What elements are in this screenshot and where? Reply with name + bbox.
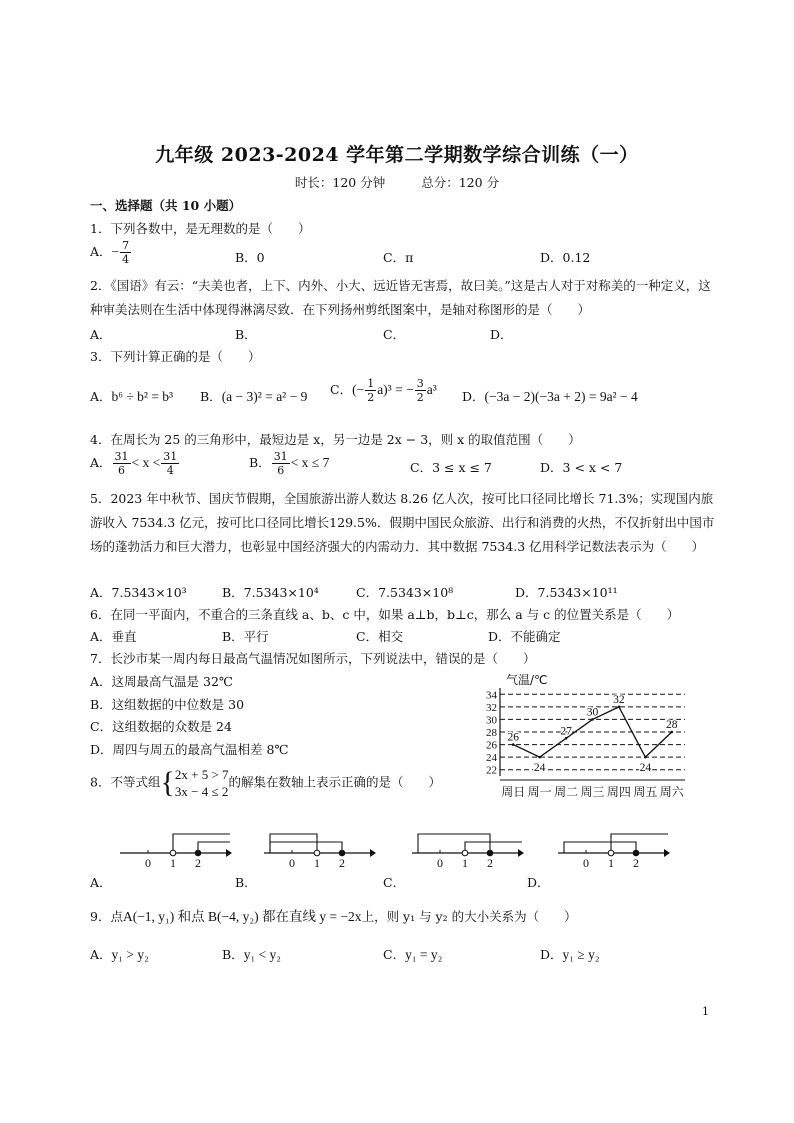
- numberline-arrow: [664, 849, 670, 857]
- numberline-range: [611, 834, 668, 853]
- temperature-chart: [470, 668, 700, 803]
- chart-xtick-label: 周一: [527, 785, 552, 799]
- q7-option-d: D．周四与周五的最高气温相差 8℃: [90, 742, 289, 757]
- q9-option-a: A．y₁ > y₂: [90, 947, 149, 962]
- q8-option-b: B．: [235, 875, 257, 890]
- chart-point: [512, 743, 515, 746]
- q2-option-b: B．: [235, 327, 257, 342]
- q1-option-b: B．0: [235, 250, 265, 265]
- numberline-tick-label: 2: [487, 856, 493, 870]
- numberline-range: [465, 842, 522, 853]
- chart-data-label: 27: [560, 725, 572, 738]
- q6-option-a: A．垂直: [90, 629, 137, 644]
- q4-option-a: A． $\frac{31}{6}$ < x < $\frac{31}{4}$: [90, 450, 178, 477]
- q3-option-b: B．(a − 3)² = a² − 9: [200, 389, 308, 404]
- q5-option-d: D．7.5343×10¹¹: [515, 585, 618, 600]
- q1-option-a: A．− $\frac{7}{4}$: [90, 239, 130, 266]
- closed-dot: [195, 850, 201, 856]
- q8-option-c: C．: [383, 875, 406, 890]
- numberline-tick-label: 1: [314, 856, 320, 870]
- numberline-tick-label: 0: [145, 856, 151, 870]
- numberline-a: [118, 826, 233, 870]
- q8-ineq-1: 2x + 5 > 7: [174, 767, 229, 782]
- q5-stem: 5．2023 年中秋节、国庆节假期，全国旅游出游人数达 8.26 亿人次，按可比口径同比增长 71.3%；实现国内旅游收入 7534.3 亿元，按可比口径同比增长129.5%．假期中国民众旅游、出行和消费的火热，不仅折射出中国市场的蓬勃活力和巨大潜力，也彰显中国经济强大的内需动力．其中数据 7534.3 亿用科学记数法表示为（ ）: [90, 491, 715, 554]
- numberline-b: [262, 826, 377, 870]
- q8-ineq-2: 3x − 4 ≤ 2: [174, 784, 229, 799]
- closed-dot: [633, 850, 639, 856]
- numberline-tick-label: 1: [170, 856, 176, 870]
- q8-stem: 8．不等式组{2x + 5 > 7 3x − 4 ≤ 2的解集在数轴上表示正确的是（ ）: [90, 766, 442, 799]
- numberline-range: [564, 842, 636, 853]
- chart-data-label: 24: [639, 762, 652, 775]
- chart-ytick-label: 30: [486, 714, 497, 727]
- numberline-tick-label: 0: [583, 856, 589, 870]
- numberline-range: [173, 834, 230, 853]
- chart-data-label: 30: [586, 706, 599, 719]
- chart-xtick-label: 周日: [501, 785, 526, 799]
- chart-point: [644, 756, 647, 759]
- q5-option-c: C．7.5343×10⁸: [356, 585, 454, 600]
- chart-point: [565, 737, 568, 740]
- q6-option-c: C．相交: [356, 629, 404, 644]
- q3-option-d: D．(−3a − 2)(−3a + 2) = 9a² − 4: [462, 389, 638, 404]
- numberline-tick-label: 2: [633, 856, 639, 870]
- q3-option-a: A．b⁶ ÷ b² = b³: [90, 389, 174, 404]
- q9-option-b: B．y₁ < y₂: [222, 947, 281, 962]
- numberline-arrow: [226, 849, 232, 857]
- q7-stem: 7．长沙市某一周内每日最高气温情况如图所示，下列说法中，错误的是（ ）: [90, 651, 536, 666]
- exam-total: 总分：120 分: [421, 175, 500, 190]
- section-heading: 一、选择题（共 10 小题）: [90, 198, 242, 213]
- chart-data-label: 32: [613, 693, 625, 706]
- chart-ytick-label: 22: [486, 764, 497, 777]
- chart-point: [591, 718, 594, 721]
- exam-duration: 时长：120 分钟: [294, 175, 386, 190]
- q5-option-a: A．7.5343×10³: [90, 585, 187, 600]
- q8-option-d: D．: [527, 875, 550, 890]
- numberline-range: [198, 842, 230, 853]
- chart-ytick-label: 24: [486, 752, 497, 765]
- q6-option-d: D．不能确定: [488, 629, 561, 644]
- q1-option-d: D．0.12: [540, 250, 591, 265]
- open-dot: [462, 850, 468, 856]
- chart-ylabel: 气温/℃: [506, 673, 548, 687]
- q7-option-a: A．这周最高气温是 32℃: [90, 674, 233, 689]
- numberline-tick-label: 0: [437, 856, 443, 870]
- numberline-c: [410, 826, 525, 870]
- q7-option-c: C．这组数据的众数是 24: [90, 719, 232, 734]
- chart-point: [538, 756, 541, 759]
- q4-stem: 4．在周长为 25 的三角形中，最短边是 x，另一边是 2x − 3，则 x 的取值范围（ ）: [90, 432, 581, 447]
- numberline-range: [270, 842, 342, 853]
- chart-xtick-label: 周五: [633, 785, 658, 799]
- chart-ytick-label: 28: [486, 727, 497, 739]
- chart-xtick-label: 周四: [606, 785, 631, 799]
- q1-stem: 1．下列各数中，是无理数的是（ ）: [90, 221, 311, 236]
- numberline-tick-label: 1: [462, 856, 468, 870]
- q4-option-c: C．3 ≤ x ≤ 7: [410, 460, 492, 475]
- chart-data-label: 26: [507, 731, 519, 744]
- page-title: 九年级 2023-2024 学年第二学期数学综合训练（一）: [155, 144, 639, 166]
- q1-option-c: C．π: [383, 250, 414, 265]
- chart-data-label: 28: [666, 719, 678, 731]
- q3-stem: 3．下列计算正确的是（ ）: [90, 349, 261, 364]
- q3-option-c: C．(− $\frac{1}{2}$ a)³ = − $\frac{3}{2}$ a³: [330, 377, 437, 404]
- chart-xtick-label: 周二: [554, 785, 579, 799]
- q6-stem: 6．在同一平面内，不重合的三条直线 a、b、c 中，如果 a⊥b，b⊥c，那么 a 与 c 的位置关系是（ ）: [90, 607, 680, 622]
- chart-xtick-label: 周六: [659, 785, 684, 799]
- numberline-arrow: [370, 849, 376, 857]
- q6-option-b: B．平行: [222, 629, 269, 644]
- q2-stem: 2．《国语》有云：“夫美也者，上下、内外、小大、远近皆无害焉，故曰美。”这是古人对于对称美的一种定义，这种审美法则在生活中体现得淋漓尽致．在下列扬州剪纸图案中，是轴对称图形的是（ ）: [90, 278, 711, 317]
- q5-option-b: B．7.5343×10⁴: [222, 585, 319, 600]
- numberline-d: [556, 826, 671, 870]
- q2-option-a: A．: [90, 327, 112, 342]
- chart-point: [670, 731, 673, 734]
- q2-option-c: C．: [383, 327, 406, 342]
- chart-point: [618, 706, 621, 709]
- numberline-arrow: [518, 849, 524, 857]
- numberline-tick-label: 1: [608, 856, 614, 870]
- numberline-range: [270, 834, 317, 853]
- q4-option-b: B． $\frac{31}{6}$ < x ≤ 7: [249, 450, 330, 477]
- closed-dot: [487, 850, 493, 856]
- closed-dot: [339, 850, 345, 856]
- q9-stem: 9．点A(−1, y₁) 和点 B(−4, y₂) 都在直线 y = −2x上，则 y₁ 与 y₂ 的大小关系为（ ）: [90, 909, 577, 924]
- open-dot: [608, 850, 614, 856]
- q8-option-a: A．: [90, 875, 112, 890]
- numberline-tick-label: 0: [289, 856, 295, 870]
- numberline-tick-label: 2: [339, 856, 345, 870]
- chart-ytick-label: 32: [486, 701, 497, 714]
- exam-info: [0, 173, 794, 191]
- page-number: 1: [702, 1005, 709, 1018]
- open-dot: [314, 850, 320, 856]
- chart-ytick-label: 26: [486, 739, 497, 752]
- chart-data-label: 24: [533, 762, 546, 775]
- q2-option-d: D．: [490, 327, 513, 342]
- q9-option-c: C．y₁ = y₂: [383, 947, 443, 962]
- chart-xtick-label: 周三: [580, 785, 605, 799]
- numberline-tick-label: 2: [195, 856, 201, 870]
- numberline-range: [418, 834, 490, 853]
- open-dot: [170, 850, 176, 856]
- chart-ytick-label: 34: [486, 689, 497, 702]
- q7-option-b: B．这组数据的中位数是 30: [90, 697, 245, 712]
- q9-option-d: D．y₁ ≥ y₂: [540, 947, 600, 962]
- q4-option-d: D．3 < x < 7: [540, 460, 623, 475]
